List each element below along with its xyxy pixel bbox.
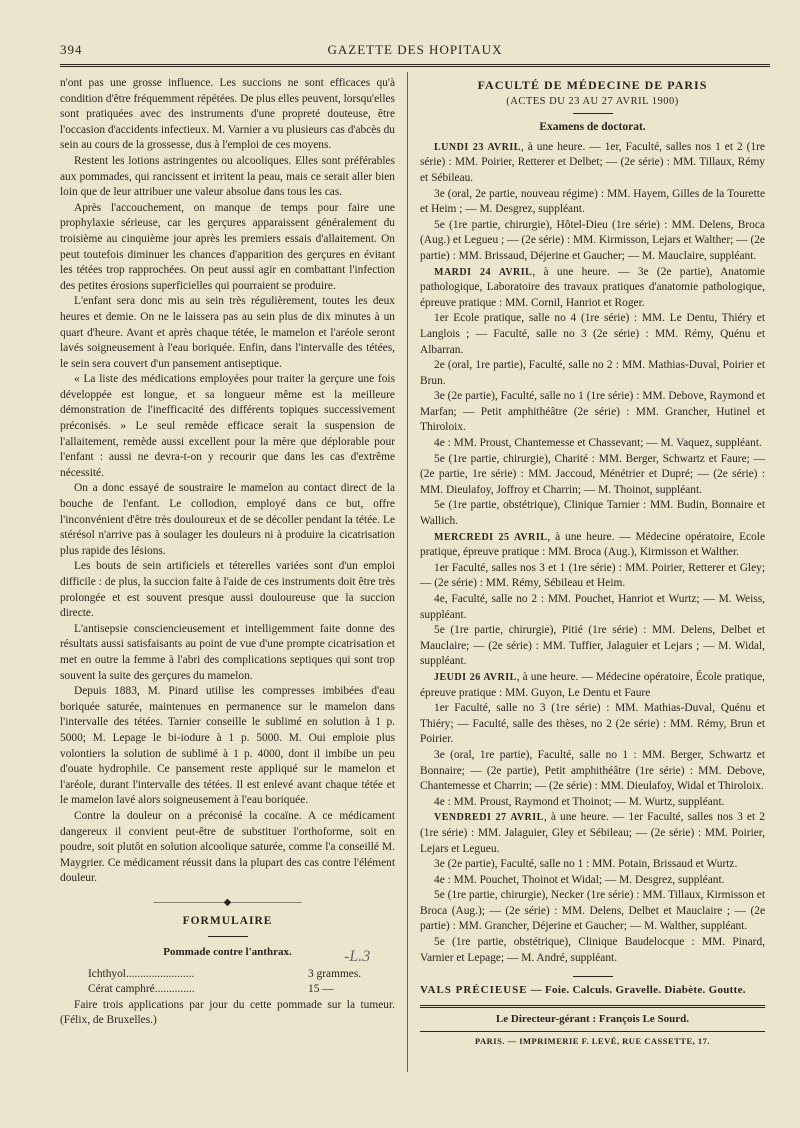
exam-entries xyxy=(420,140,765,966)
paragraph: Contre la douleur on a préconisé la cocaïne. A ce médicament dangereux il convient peut-être de substituer l'orthoforme, soit en poudre, soit plutôt en solution alcoolique saturée, comme l'a conseillé M. Maygrier. Ce médicament réussit dans la plupart des cas contre l'élément douleur. xyxy=(60,809,395,885)
exam-entry xyxy=(420,623,765,670)
exam-text: , à une heure. — 1er, Faculté, salles nos 1 et 2 (1re série) : MM. Poirier, Retterer et Delbet; — (2e série) : MM. Tillaux, Rémy et Sébileau. xyxy=(420,140,765,184)
exam-entry xyxy=(420,873,765,889)
exam-text: 3e (2e partie), Faculté, salle no 1 : MM. Potain, Brissaud et Wurtz. xyxy=(434,858,738,871)
exam-text: 3e (oral, 2e partie, nouveau régime) : MM. Hayem, Gilles de la Tourette et Heim ; — M. Desgrez, suppléant. xyxy=(420,187,765,216)
column-divider xyxy=(407,72,408,1072)
exam-text: 1er Ecole pratique, salle no 4 (1re série) : MM. Le Dentu, Thiéry et Langlois ; — Faculté, salle no 3 (2e série) : MM. Rémy, Quénu et Albarran. xyxy=(420,312,765,356)
exam-day: VENDREDI 27 AVRIL xyxy=(434,812,544,824)
publication-title: GAZETTE DES HOPITAUX xyxy=(327,42,503,57)
exam-entry xyxy=(420,265,765,312)
small-rule xyxy=(208,936,248,937)
exam-text: 5e (1re partie, obstétrique), Clinique Tarnier : MM. Budin, Bonnaire et Wallich. xyxy=(420,499,765,528)
paragraph: L'enfant sera donc mis au sein très régulièrement, toutes les deux heures et demie. On ne le laissera pas au sein plus de dix minutes à un quart d'heure. Avant et après chaque tétée, le mamelon et l'aréole seront lavés soigneusement à l'eau boriquée. Enfin, dans l'intervalle des tétées, le sein sera couvert d'un pansement antiseptique. xyxy=(60,295,395,370)
ingredient-qty: 15 — xyxy=(308,983,334,996)
recipe-line xyxy=(60,982,395,998)
ingredient-qty: 3 grammes. xyxy=(308,967,362,980)
exam-text: , à une heure. — 3e (2e partie), Anatomie pathologique, Laboratoire des travaux pratiques d'anatomie pathologique, épreuve pratique : MM. Cornil, Hanriot et Roger. xyxy=(420,265,765,309)
section-subtitle: (ACTES DU 23 AU 27 AVRIL 1900) xyxy=(506,95,679,107)
exam-entry xyxy=(420,140,765,187)
exam-text: 3e (2e partie), Faculté, salle no 1 (1re série) : MM. Debove, Raymond et Marfan; — Petit amphithéâtre (2e série) : MM. Grancher, Hutinel et Thiroloix. xyxy=(420,390,765,434)
exam-entry xyxy=(420,748,765,795)
exam-entry xyxy=(420,436,765,452)
exam-entry xyxy=(420,935,765,966)
handwritten-mark: -L.3 xyxy=(344,948,371,965)
exam-entry xyxy=(420,358,765,389)
ingredient-name: Cérat camphré.............. xyxy=(88,983,195,996)
exam-entry xyxy=(420,810,765,857)
exam-text: 3e (oral, 1re partie), Faculté, salle no 1 : MM. Berger, Schwartz et Bonnaire; — (2e partie), Petit amphithéâtre (1re série) : MM. Debove, Chantemesse et Charrin; — (2e série) : MM. Dieulafoy, Widal et Thiroloix. xyxy=(420,748,765,793)
paragraph: Restent les lotions astringentes ou alcooliques. Elles sont préférables aux pommades, qui rancissent et irritent la peau, mais ce serait aller bien loin que de leur attribuer une valeur absolue dans tous les cas. xyxy=(60,154,395,199)
printer-line: PARIS. — IMPRIMERIE F. LEVÉ, RUE CASSETTE, 17. xyxy=(474,1036,711,1047)
small-rule xyxy=(573,113,613,114)
exam-entry xyxy=(420,561,765,592)
exam-entry xyxy=(420,218,765,265)
exam-entry xyxy=(420,888,765,935)
vals-text: — Foie. Calculs. Gravelle. Diabète. Goutte. xyxy=(527,984,746,997)
exam-text: 4e : MM. Pouchet, Thoinot et Widal; — M. Desgrez, suppléant. xyxy=(434,873,725,886)
exam-entry xyxy=(420,530,765,561)
recipe-line xyxy=(60,967,395,983)
formulaire-title: FORMULAIRE xyxy=(182,915,273,928)
small-rule xyxy=(573,976,613,977)
exam-day: MERCREDI 25 AVRIL xyxy=(434,531,548,543)
exam-day: LUNDI 23 AVRIL xyxy=(434,141,521,153)
left-column xyxy=(60,76,395,1029)
exam-text: 4e, Faculté, salle no 2 : MM. Pouchet, Hanriot et Wurtz; — M. Weiss, suppléant. xyxy=(420,593,765,621)
exam-text: , à une heure. — Médecine opératoire, Ecole pratique, épreuve pratique : MM. Broca (Aug.), Kirmisson et Walther. xyxy=(420,530,765,559)
ingredient-name: Ichthyol........................ xyxy=(88,967,195,980)
paragraph: Après l'accouchement, on manque de temps pour faire une prophylaxie sérieuse, car les gerçures apparaissent généralement du troisième au cinquième jour après les premiers essais d'allaitement. On peut toutefois diminuer les chances d'apparition des gerçures en évitant les tétées trop rapprochées. On peut aussi agir en combattant l'infection des petites érosions superficielles qui pourraient se produire. xyxy=(60,201,395,292)
exam-title: Examens de doctorat. xyxy=(539,121,646,134)
page-header xyxy=(60,38,770,60)
header-rule xyxy=(60,64,770,67)
paragraph: L'antisepsie consciencieusement et intelligemment faite donne des résultats aussi satisfaisants au point de vue d'une prompte cicatrisation et met en outre la femme à l'abri des complications septiques qui sont trop souvent la suite des gerçures du mamelon. xyxy=(60,622,395,682)
exam-day: MARDI 24 AVRIL xyxy=(434,266,533,278)
vals-advert xyxy=(420,983,765,999)
ornament-divider: ———————◆——————— xyxy=(153,896,302,908)
exam-entry xyxy=(420,452,765,499)
director-line: Le Directeur-gérant : François Le Sourd. xyxy=(495,1012,690,1025)
exam-text: 4e : MM. Proust, Chantemesse et Chassevant; — M. Vaquez, suppléant. xyxy=(434,437,762,450)
formulaire-note: Faire trois applications par jour du cette pommade sur la tumeur. (Félix, de Bruxelles.) xyxy=(60,998,395,1027)
exam-text: 4e : MM. Proust, Raymond et Thoinot; — M. Wurtz, suppléant. xyxy=(434,795,725,808)
right-column xyxy=(420,76,765,1050)
exam-entry xyxy=(420,389,765,436)
paragraph: n'ont pas une grosse influence. Les succions ne sont efficaces qu'à condition d'être fréquemment répétées. De plus elles peuvent, lorsqu'elles sont pratiquées avec des instruments d'une propreté douteuse, être l'occasion d'accidents infectieux. M. Varnier a vu plusieurs cas d'abcès du sein au cours de la grossesse, dus à l'emploi de ces moyens. xyxy=(60,77,395,152)
section-title: FACULTÉ DE MÉDECINE DE PARIS xyxy=(477,78,708,92)
exam-text: 5e (1re partie, chirurgie), Pitié (1re série) : MM. Delens, Delbet et Mauclaire; — (2e série) : MM. Tuffier, Jalaguier et Lejars ; — M. Widal, suppléant. xyxy=(420,624,765,668)
exam-day: JEUDI 26 AVRIL xyxy=(434,671,517,683)
printer-rule xyxy=(420,1031,765,1032)
exam-entry xyxy=(420,311,765,358)
exam-entry xyxy=(420,498,765,529)
exam-entry xyxy=(420,670,765,701)
paragraph: On a donc essayé de soustraire le mamelon au contact direct de la bouche de l'enfant. Le collodion, employé dans ce but, offre l'inconvénient d'être très douloureux et de se décoller pendant la tétée. Le stérésol n'arrive pas à soulager les douleurs ni à produire la cicatrisation plus rapide des lésions. xyxy=(60,482,395,557)
paragraph: « La liste des médications employées pour traiter la gerçure une fois développée est longue, et sa longueur même est la meilleure démonstration de l'inefficacité des différents topiques successivement préconisés. » Le seul remède efficace serait la suspension de l'allaitement, remède aussi excellent pour la mère que déplorable pour l'enfant : aussi ne devra-t-on y recourir que dans les cas d'extrême nécessité. xyxy=(60,373,395,479)
paragraph: Les bouts de sein artificiels et téterelles variées sont d'un emploi difficile : de plus, la succion faite à l'aide de ces instruments doit être très prolongée et est souvent presque aussi douloureuse que la succion directe. xyxy=(60,560,395,620)
exam-entry xyxy=(420,795,765,811)
exam-text: 1er Faculté, salles nos 3 et 1 (1re série) : MM. Poirier, Retterer et Gley; — (2e série) : MM. Rémy, Sébileau et Heim. xyxy=(420,561,765,590)
exam-entry xyxy=(420,857,765,873)
vals-name: VALS PRÉCIEUSE xyxy=(420,984,528,997)
exam-text: 5e (1re partie, obstétrique), Clinique Baudelocque : MM. Pinard, Varnier et Lepage; — M. André, suppléant. xyxy=(420,936,765,964)
page-number: 394 xyxy=(60,42,83,57)
double-rule xyxy=(420,1005,765,1008)
exam-entry xyxy=(420,187,765,218)
exam-text: 1er Faculté, salle no 3 (1re série) : MM. Mathias-Duval, Quénu et Thiéry; — Faculté, salle des thèses, no 2 (2e série) : MM. Rémy, Brun et Poirier. xyxy=(420,702,765,746)
exam-text: 5e (1re partie, chirurgie), Hôtel-Dieu (1re série) : MM. Delens, Broca (Aug.) et Legueu ; — (2e série) : MM. Kirmisson, Lejars et Walther; — (2e partie) : MM. Brissaud, Déjerine et Gaucher; — M. Mauclaire, suppléant. xyxy=(420,218,765,262)
exam-entry xyxy=(420,701,765,748)
formulaire-subtitle: Pommade contre l'anthrax. xyxy=(163,946,292,959)
exam-text: , à une heure. — 1er Faculté, salles nos 3 et 2 (1re série) : MM. Jalaguier, Gley et Sébileau; — (2e série) : MM. Poirier, Lejars et Legueu. xyxy=(420,811,765,855)
exam-text: 2e (oral, 1re partie), Faculté, salle no 2 : MM. Mathias-Duval, Poirier et Brun. xyxy=(420,359,765,387)
paragraph: Depuis 1883, M. Pinard utilise les compresses imbibées d'eau boriquée saturée, maintenues en permanence sur le mamelon dans l'intervalle des tétées. Tarnier conseille le sublimé en solution à 1 p. 5000; M. Lepage le bi-iodure à 1 p. 5000. M. Oui emploie plus volontiers la solution de sublimé à 1 p. 4000, dont il imbibe un peu d'ouate hydrophile. Ce pansement reste appliqué sur le mamelon et l'aréole, durant l'intervalle des tétées. Il est enlevé avant chaque tétée et le mamelon lavé alors soigneusement à l'eau boriquée. xyxy=(60,685,395,807)
exam-text: 5e (1re partie, chirurgie), Necker (1re série) : MM. Tillaux, Kirmisson et Broca (Aug.); — (2e série) : MM. Delens, Delbet et Mauclaire ; — (2e partie) : MM. Grancher, Déjerine et Gaucher; — M. Walther, suppléant. xyxy=(420,889,765,933)
exam-text: , à une heure. — Médecine opératoire, École pratique, épreuve pratique : MM. Guyon, Le Dentu et Faure xyxy=(420,670,766,699)
exam-entry xyxy=(420,592,765,623)
exam-text: 5e (1re partie, chirurgie), Charité : MM. Berger, Schwartz et Faure; — (2e partie, 1re série) : MM. Jaccoud, Ménétrier et Dupré; — (2e série) : MM. Dieulafoy, Joffroy et Charrin; — M. Thoinot, suppléant. xyxy=(420,452,765,496)
